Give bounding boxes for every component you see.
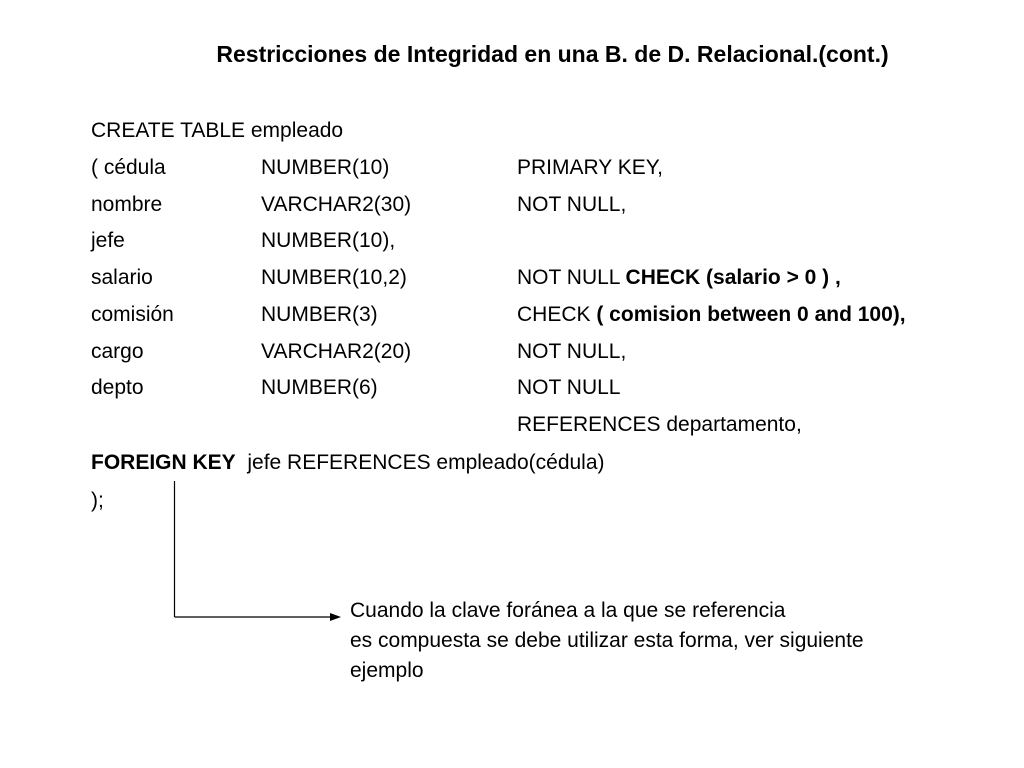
column-name: jefe	[91, 229, 125, 252]
explanatory-note	[350, 596, 864, 686]
references-line: REFERENCES departamento,	[517, 413, 802, 436]
column-type: NUMBER(6)	[261, 376, 378, 399]
note-line: es compuesta se debe utilizar esta forma, ver siguiente	[350, 629, 864, 652]
column-type: NUMBER(10)	[261, 156, 390, 179]
constraint-text: NOT NULL	[517, 266, 626, 289]
column-type: VARCHAR2(20)	[261, 340, 412, 363]
constraint-text: NOT NULL,	[517, 340, 627, 363]
foreign-key-clause: jefe REFERENCES empleado(cédula)	[247, 451, 605, 474]
foreign-key-keyword: FOREIGN KEY	[91, 451, 236, 474]
column-name: cargo	[91, 340, 144, 363]
slide-title: Restricciones de Integridad en una B. de D. Relacional.(cont.)	[216, 41, 889, 67]
column-name: comisión	[91, 303, 174, 326]
arrow-head	[330, 613, 341, 621]
column-type: NUMBER(10,2)	[261, 266, 407, 289]
column-type: VARCHAR2(30)	[261, 193, 412, 216]
constraint-bold-text: CHECK (salario > 0 ) ,	[625, 266, 841, 289]
create-table-line: CREATE TABLE empleado	[91, 119, 344, 142]
column-name: salario	[91, 266, 153, 289]
constraint-text: PRIMARY KEY,	[517, 156, 663, 179]
constraint-bold-text: ( comision between 0 and 100),	[596, 303, 906, 326]
constraint-text: NOT NULL,	[517, 193, 627, 216]
column-name: ( cédula	[91, 156, 166, 179]
column-type: NUMBER(3)	[261, 303, 378, 326]
column-name: depto	[91, 376, 144, 399]
note-line: ejemplo	[350, 659, 424, 682]
constraint-text: NOT NULL	[517, 376, 621, 399]
note-line: Cuando la clave foránea a la que se referencia	[350, 599, 786, 622]
column-name: nombre	[91, 193, 163, 216]
constraint-text: CHECK	[517, 303, 597, 326]
closing-statement: );	[91, 489, 104, 512]
column-type: NUMBER(10),	[261, 229, 396, 252]
